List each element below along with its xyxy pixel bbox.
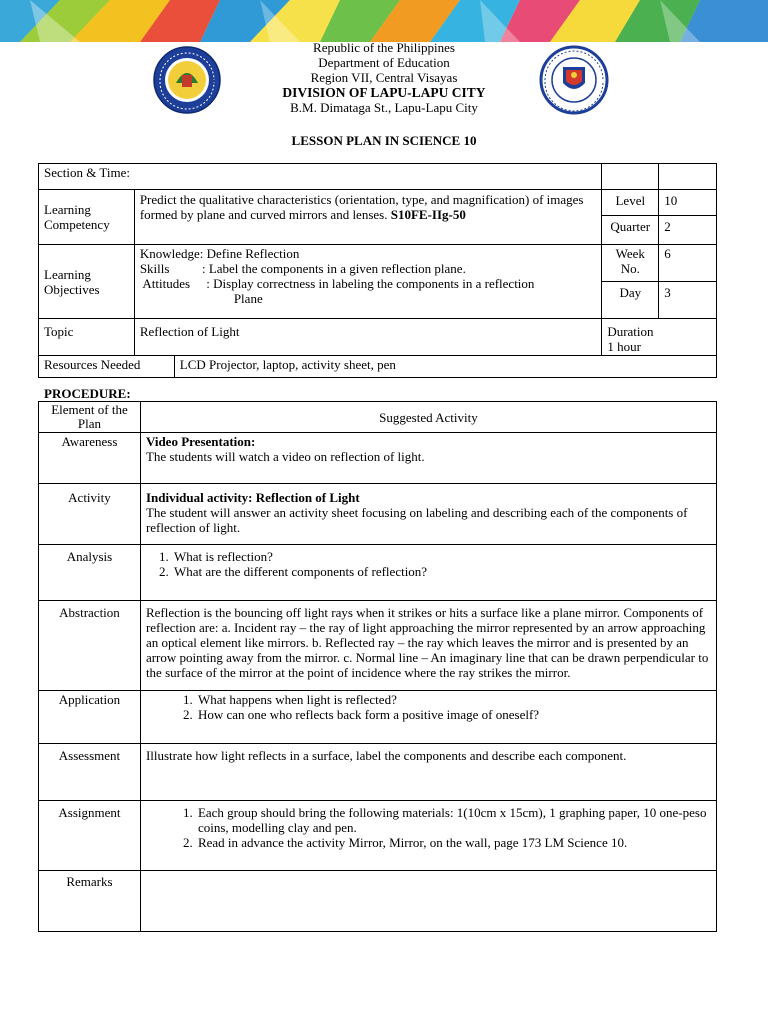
week-value: 6 bbox=[659, 245, 717, 282]
section-time-label: Section & Time: bbox=[39, 164, 602, 190]
header-address: B.M. Dimataga St., Lapu-Lapu City bbox=[290, 100, 478, 115]
competency-code: S10FE-IIg-50 bbox=[390, 207, 466, 222]
header-division: DIVISION OF LAPU-LAPU CITY bbox=[282, 85, 486, 100]
assignment-content bbox=[140, 801, 716, 871]
activity-label: Activity bbox=[39, 484, 141, 545]
activity-title: Individual activity: Reflection of Light bbox=[145, 490, 360, 505]
application-item: 2. How can one who reflects back form a positive image of oneself? bbox=[196, 707, 711, 722]
topic-label: Topic bbox=[39, 319, 135, 356]
objectives-text bbox=[134, 245, 601, 319]
quarter-value: 2 bbox=[659, 216, 717, 245]
objectives-label: Learning Objectives bbox=[39, 245, 135, 319]
application-content bbox=[140, 691, 716, 744]
analysis-content bbox=[140, 545, 716, 601]
competency-text: Predict the qualitative characteristics (orientation, type, and magnification) of images formed by plane and curved mirrors and lenses. S10FE-IIg-50 bbox=[134, 190, 601, 245]
topic-value: Reflection of Light bbox=[134, 319, 601, 356]
document-header bbox=[0, 40, 768, 115]
page-title: LESSON PLAN IN SCIENCE 10 bbox=[291, 133, 477, 148]
objective-attitudes-cont: Plane bbox=[233, 291, 263, 306]
header-republic: Republic of the Philippines bbox=[313, 40, 455, 55]
analysis-item: 1. What is reflection? bbox=[172, 549, 711, 564]
abstraction-label: Abstraction bbox=[39, 601, 141, 691]
application-item: 1. What happens when light is reflected? bbox=[196, 692, 711, 707]
lesson-info-table bbox=[38, 163, 717, 378]
resources-value: LCD Projector, laptop, activity sheet, pen bbox=[174, 356, 716, 378]
remarks-label: Remarks bbox=[39, 871, 141, 932]
section-time-blank-2 bbox=[659, 164, 717, 190]
remarks-content bbox=[140, 871, 716, 932]
banner-graphic bbox=[0, 0, 768, 42]
level-label: Level bbox=[602, 190, 659, 216]
duration-label: Duration bbox=[607, 324, 654, 339]
awareness-content bbox=[140, 433, 716, 484]
day-label: Day bbox=[602, 282, 659, 319]
objective-skills: Skills : Label the components in a given reflection plane. bbox=[139, 261, 466, 276]
activity-header: Suggested Activity bbox=[140, 402, 716, 433]
decorative-banner bbox=[0, 0, 768, 42]
objective-knowledge: Knowledge: Define Reflection bbox=[139, 246, 300, 261]
duration-cell bbox=[602, 319, 717, 356]
level-value: 10 bbox=[659, 190, 717, 216]
competency-label: Learning Competency bbox=[39, 190, 135, 245]
header-region: Region VII, Central Visayas bbox=[310, 70, 458, 85]
day-value: 3 bbox=[659, 282, 717, 319]
header-department: Department of Education bbox=[318, 55, 450, 70]
application-label: Application bbox=[39, 691, 141, 744]
assignment-label: Assignment bbox=[39, 801, 141, 871]
procedure-table bbox=[38, 401, 717, 932]
assignment-item: 1. Each group should bring the following materials: 1(10cm x 15cm), 1 graphing paper, 10 one-peso coins, modelling clay and pen. bbox=[196, 805, 711, 835]
analysis-item: 2. What are the different components of reflection? bbox=[172, 564, 711, 579]
awareness-text: The students will watch a video on reflection of light. bbox=[145, 449, 425, 464]
assessment-label: Assessment bbox=[39, 744, 141, 801]
awareness-label: Awareness bbox=[39, 433, 141, 484]
resources-label: Resources Needed bbox=[39, 356, 175, 378]
procedure-heading: PROCEDURE: bbox=[44, 386, 131, 401]
activity-text: The student will answer an activity sheet focusing on labeling and describing each of the components of reflection of light. bbox=[145, 505, 688, 535]
abstraction-text: Reflection is the bouncing off light rays when it strikes or hits a surface like a plane mirror. Components of reflection are: a. Incident ray – the ray of light approaching the mirror represented by an arrow approaching an optical element like mirrors. b. Reflected ray – the ray which leaves the mirror and is presented by an arrow pointing away from the mirror. c. Normal line – An imaginary line that can be drawn perpendicular to the surface of the mirror at the point of incidence where the ray strikes the mirror. bbox=[140, 601, 716, 691]
week-label: Week No. bbox=[602, 245, 659, 282]
analysis-label: Analysis bbox=[39, 545, 141, 601]
objective-attitudes: Attitudes : Display correctness in labeling the components in a reflection bbox=[139, 276, 535, 291]
quarter-label: Quarter bbox=[602, 216, 659, 245]
element-header: Element of the Plan bbox=[39, 402, 141, 433]
assessment-text: Illustrate how light reflects in a surface, label the components and describe each component. bbox=[140, 744, 716, 801]
assignment-item: 2. Read in advance the activity Mirror, Mirror, on the wall, page 173 LM Science 10. bbox=[196, 835, 711, 850]
activity-content bbox=[140, 484, 716, 545]
awareness-title: Video Presentation: bbox=[145, 434, 256, 449]
duration-value: 1 hour bbox=[607, 339, 641, 354]
section-time-blank-1 bbox=[602, 164, 659, 190]
